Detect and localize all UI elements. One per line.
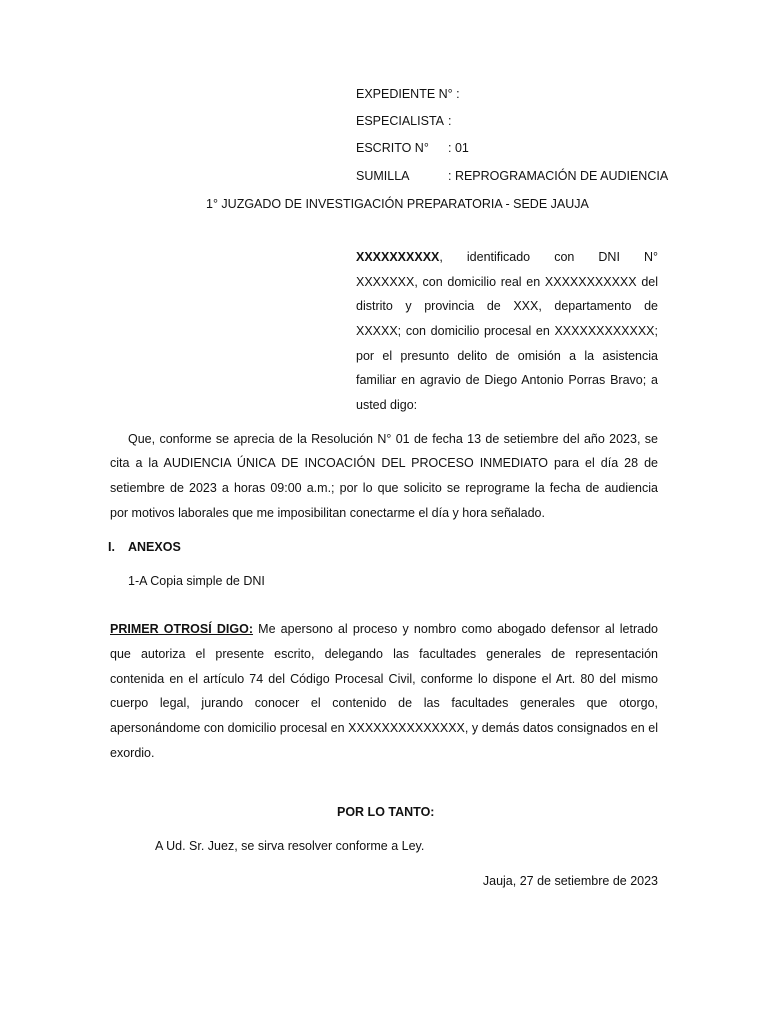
otrosi-heading: PRIMER OTROSÍ DIGO: xyxy=(110,622,253,636)
anexos-number: I. xyxy=(108,540,115,554)
especialista-value: : xyxy=(448,114,452,128)
intro-line-3: distrito y provincia de XXX, departamento de xyxy=(356,299,658,313)
intro-line-1-text: , identificado con DNI N° xyxy=(439,250,658,264)
otrosi-line-2: que autoriza el presente escrito, delegando las facultades generales de representación xyxy=(110,647,658,661)
body-line-2: cita a la AUDIENCIA ÚNICA DE INCOACIÓN DEL PROCESO INMEDIATO para el día 28 de xyxy=(110,456,658,470)
expediente-label: EXPEDIENTE N° : xyxy=(356,87,460,101)
intro-line-2: XXXXXXX, con domicilio real en XXXXXXXXXXX del xyxy=(356,275,658,289)
client-name: XXXXXXXXXX xyxy=(356,250,440,264)
otrosi-line-3: contenida en el artículo 74 del Código Procesal Civil, conforme lo dispone el Art. 80 del mismo xyxy=(110,672,658,686)
anexo-item: 1-A Copia simple de DNI xyxy=(128,574,265,588)
body-line-3: setiembre de 2023 a horas 09:00 a.m.; por lo que solicito se reprograme la fecha de audiencia xyxy=(110,481,658,495)
request-text: A Ud. Sr. Juez, se sirva resolver conforme a Ley. xyxy=(155,839,425,853)
intro-line-1 xyxy=(356,250,658,264)
intro-line-6: familiar en agravio de Diego Antonio Porras Bravo; a xyxy=(356,373,658,387)
sumilla-value: : REPROGRAMACIÓN DE AUDIENCIA xyxy=(448,169,669,183)
otrosi-first-line: Me apersono al proceso y nombro como abogado defensor al letrado xyxy=(252,622,658,636)
otrosi-line-4: cuerpo legal, jurando conocer el contenido de las facultades generales que otorgo, xyxy=(110,696,658,710)
escrito-label: ESCRITO N° xyxy=(356,141,429,155)
place-date: Jauja, 27 de setiembre de 2023 xyxy=(482,874,658,888)
court-name: 1° JUZGADO DE INVESTIGACIÓN PREPARATORIA - SEDE JAUJA xyxy=(206,197,589,211)
body-line-4: por motivos laborales que me imposibilitan conectarme el día y hora señalado. xyxy=(110,506,545,520)
intro-line-7: usted digo: xyxy=(356,398,418,412)
sumilla-label: SUMILLA xyxy=(356,169,410,183)
otrosi-line-5: apersonándome con domicilio procesal en XXXXXXXXXXXXXX, y demás datos consignados en el xyxy=(110,721,658,735)
anexos-title: ANEXOS xyxy=(128,540,181,554)
por-lo-tanto: POR LO TANTO: xyxy=(337,805,435,819)
body-line-1: Que, conforme se aprecia de la Resolución N° 01 de fecha 13 de setiembre del año 2023, se xyxy=(128,432,658,446)
otrosi-line-1 xyxy=(110,622,658,636)
escrito-value: : 01 xyxy=(448,141,469,155)
intro-line-4: XXXXX; con domicilio procesal en XXXXXXXXXXXX; xyxy=(356,324,658,338)
especialista-label: ESPECIALISTA xyxy=(356,114,444,128)
otrosi-line-6: exordio. xyxy=(110,746,155,760)
intro-line-5: por el presunto delito de omisión a la asistencia xyxy=(356,349,658,363)
